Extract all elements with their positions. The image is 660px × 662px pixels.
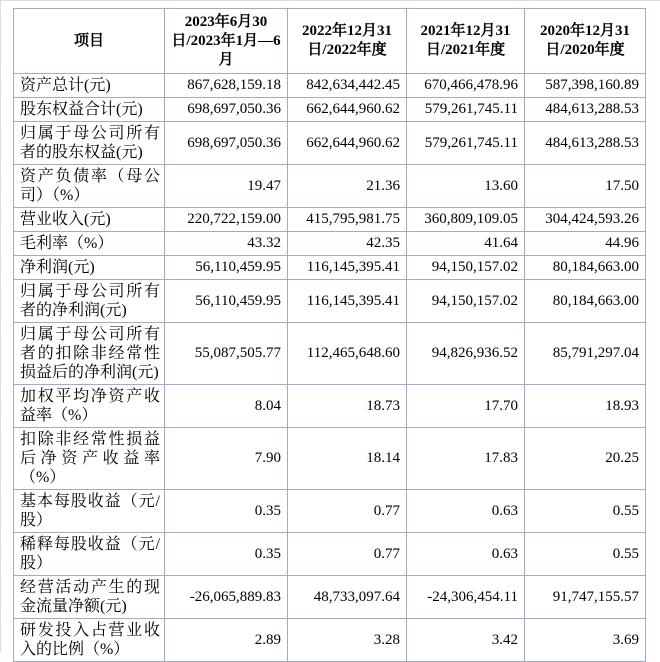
cell-value: 662,644,960.62 [288, 122, 407, 165]
table-row [14, 232, 646, 256]
cell-value: 19.47 [165, 165, 288, 208]
row-label: 归属于母公司所有者的股东权益(元) [14, 122, 165, 165]
cell-value: 55,087,505.77 [165, 323, 288, 385]
cell-value: -26,065,889.83 [165, 576, 288, 619]
cell-value: 484,613,288.53 [525, 122, 646, 165]
cell-value: 94,826,936.52 [407, 323, 525, 385]
row-label: 资产总计(元) [14, 74, 165, 98]
cell-value: 116,145,395.41 [288, 256, 407, 280]
cell-value: 48,733,097.64 [288, 576, 407, 619]
cell-value: 579,261,745.11 [407, 122, 525, 165]
cell-value: 13.60 [407, 165, 525, 208]
cell-value: 670,466,478.96 [407, 74, 525, 98]
table-row [14, 490, 646, 533]
column-header-2022: 2022年12月31日/2022年度 [288, 9, 407, 74]
column-header-2020: 2020年12月31日/2020年度 [525, 9, 646, 74]
cell-value: 662,644,960.62 [288, 98, 407, 122]
cell-value: 579,261,745.11 [407, 98, 525, 122]
column-header-2023: 2023年6月30日/2023年1月—6月 [165, 9, 288, 74]
cell-value: 0.35 [165, 490, 288, 533]
row-label: 归属于母公司所有者的扣除非经常性损益后的净利润(元) [14, 323, 165, 385]
row-label: 资产负债率（母公司）（%） [14, 165, 165, 208]
row-label: 毛利率（%） [14, 232, 165, 256]
table-row [14, 576, 646, 619]
table-row [14, 428, 646, 490]
row-label: 扣除非经常性损益后净资产收益率（%） [14, 428, 165, 490]
row-label: 归属于母公司所有者的净利润(元) [14, 280, 165, 323]
row-label: 稀释每股收益（元/股） [14, 533, 165, 576]
cell-value: 116,145,395.41 [288, 280, 407, 323]
cell-value: 91,747,155.57 [525, 576, 646, 619]
row-label: 经营活动产生的现金流量净额(元) [14, 576, 165, 619]
table-row [14, 323, 646, 385]
cell-value: 0.63 [407, 533, 525, 576]
row-label: 基本每股收益（元/股） [14, 490, 165, 533]
cell-value: 842,634,442.45 [288, 74, 407, 98]
financial-summary-table [13, 8, 646, 662]
cell-value: 0.63 [407, 490, 525, 533]
cell-value: 21.36 [288, 165, 407, 208]
cell-value: -24,306,454.11 [407, 576, 525, 619]
cell-value: 94,150,157.02 [407, 256, 525, 280]
row-label: 营业收入(元) [14, 208, 165, 232]
cell-value: 17.50 [525, 165, 646, 208]
row-label: 研发投入占营业收入的比例（%） [14, 619, 165, 662]
cell-value: 415,795,981.75 [288, 208, 407, 232]
cell-value: 17.70 [407, 385, 525, 428]
cell-value: 220,722,159.00 [165, 208, 288, 232]
table-row [14, 619, 646, 662]
cell-value: 18.14 [288, 428, 407, 490]
cell-value: 0.77 [288, 490, 407, 533]
cell-value: 867,628,159.18 [165, 74, 288, 98]
cell-value: 0.55 [525, 533, 646, 576]
table-row [14, 208, 646, 232]
cell-value: 85,791,297.04 [525, 323, 646, 385]
cell-value: 17.83 [407, 428, 525, 490]
column-header-2021: 2021年12月31日/2021年度 [407, 9, 525, 74]
table-row [14, 122, 646, 165]
cell-value: 3.28 [288, 619, 407, 662]
cell-value: 42.35 [288, 232, 407, 256]
row-label: 加权平均净资产收益率（%） [14, 385, 165, 428]
table-row [14, 165, 646, 208]
cell-value: 7.90 [165, 428, 288, 490]
cell-value: 20.25 [525, 428, 646, 490]
table-row [14, 256, 646, 280]
cell-value: 0.35 [165, 533, 288, 576]
cell-value: 18.93 [525, 385, 646, 428]
cell-value: 112,465,648.60 [288, 323, 407, 385]
row-label: 净利润(元) [14, 256, 165, 280]
cell-value: 80,184,663.00 [525, 256, 646, 280]
cell-value: 0.77 [288, 533, 407, 576]
cell-value: 698,697,050.36 [165, 122, 288, 165]
table-row [14, 280, 646, 323]
table-row [14, 533, 646, 576]
cell-value: 80,184,663.00 [525, 280, 646, 323]
row-label: 股东权益合计(元) [14, 98, 165, 122]
cell-value: 3.42 [407, 619, 525, 662]
cell-value: 3.69 [525, 619, 646, 662]
cell-value: 8.04 [165, 385, 288, 428]
cell-value: 484,613,288.53 [525, 98, 646, 122]
cell-value: 18.73 [288, 385, 407, 428]
cell-value: 44.96 [525, 232, 646, 256]
cell-value: 43.32 [165, 232, 288, 256]
column-header-item: 项目 [14, 9, 165, 74]
cell-value: 41.64 [407, 232, 525, 256]
table-row [14, 385, 646, 428]
cell-value: 94,150,157.02 [407, 280, 525, 323]
cell-value: 360,809,109.05 [407, 208, 525, 232]
cell-value: 56,110,459.95 [165, 256, 288, 280]
table-row [14, 74, 646, 98]
cell-value: 56,110,459.95 [165, 280, 288, 323]
cell-value: 304,424,593.26 [525, 208, 646, 232]
cell-value: 587,398,160.89 [525, 74, 646, 98]
cell-value: 2.89 [165, 619, 288, 662]
header-row [14, 9, 646, 74]
table-row [14, 98, 646, 122]
cell-value: 698,697,050.36 [165, 98, 288, 122]
cell-value: 0.55 [525, 490, 646, 533]
